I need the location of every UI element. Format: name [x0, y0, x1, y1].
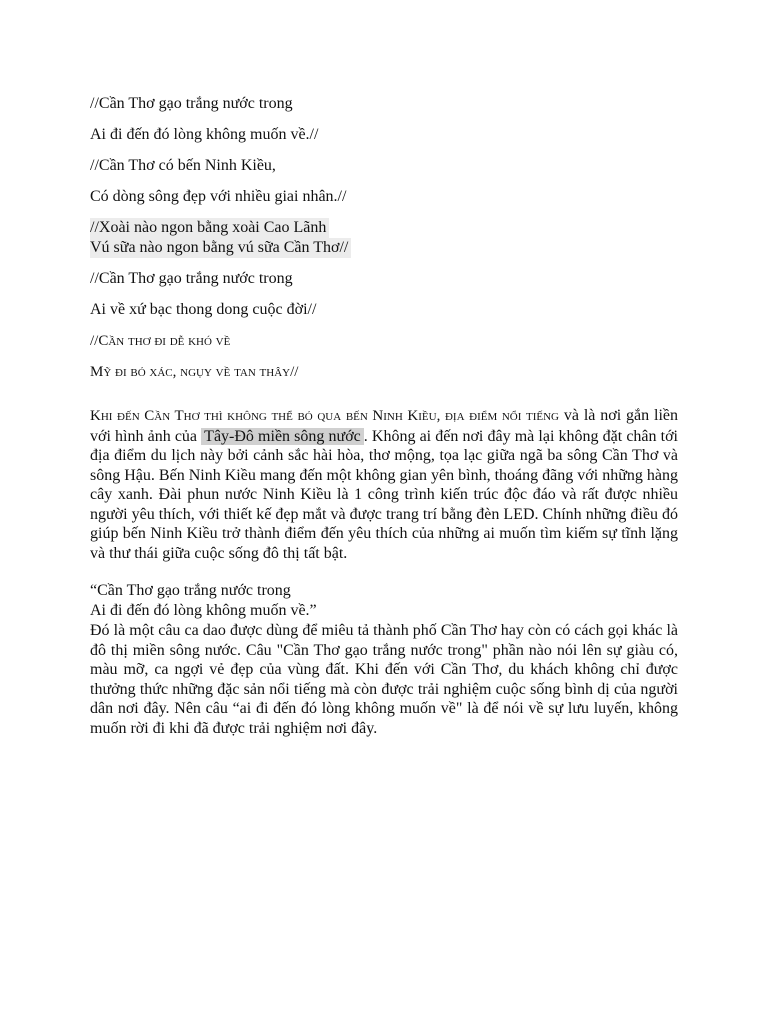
paragraph-ninh-kieu: [90, 406, 678, 563]
paragraph-text: và là nơi gắn liền với hình ảnh của: [90, 407, 678, 445]
poem-line-smallcaps: Mỹ đi bỏ xác, ngụy về tan thây//: [90, 364, 299, 380]
document-page: [90, 94, 678, 738]
poem-line: //Cần Thơ gạo trắng nước trong: [90, 270, 293, 287]
quote-line: “Cần Thơ gạo trắng nước trong: [90, 582, 291, 599]
poem-line: //Cần Thơ có bến Ninh Kiều,: [90, 157, 276, 174]
highlighted-stanza: [90, 218, 678, 258]
poem-line-smallcaps: //Cần thơ đi dễ khó về: [90, 333, 231, 349]
poem-line: Ai về xứ bạc thong dong cuộc đời//: [90, 301, 317, 318]
poem-line-highlighted: Vú sữa nào ngon bằng vú sữa Cần Thơ//: [90, 238, 351, 258]
paragraph-lead-smallcaps: Khi đến Cần Thơ thì không thể bỏ qua bến Ninh Kiều, địa điểm nổi tiếng: [90, 408, 560, 424]
poem-line-highlighted: //Xoài nào ngon bằng xoài Cao Lãnh: [90, 218, 329, 238]
paragraph-text: . Không ai đến nơi đây mà lại không đặt chân tới địa điểm du lịch này bởi cảnh sắc hài hòa, thơ mộng, tọa lạc giữa ngã ba sông Cần Thơ và sông Hậu. Bến Ninh Kiều mang đến một không gian yên bình, thoáng đãng với những hàng cây xanh. Đài phun nước Ninh Kiều là 1 công trình kiến trúc độc đáo và rất được nhiều người yêu thích, với thiết kế đẹp mắt và được trang trí bằng đèn LED. Chính những điều đó giúp bến Ninh Kiều trở thành điểm đến yêu thích của những ai muốn tìm kiếm sự tĩnh lặng và thư thái giữa cuộc sống đô thị tất bật.: [90, 427, 679, 562]
highlighted-phrase: Tây-Đô miền sông nước: [201, 428, 364, 445]
quote-line: Ai đi đến đó lòng không muốn về.”: [90, 602, 317, 619]
poem-line: Ai đi đến đó lòng không muốn về.//: [90, 126, 319, 143]
paragraph-explanation: Đó là một câu ca dao được dùng để miêu tả thành phố Cần Thơ hay còn có cách gọi khác là đô thị miền sông nước. Câu "Cần Thơ gạo trắng nước trong" phần nào nói lên sự giàu có, màu mỡ, ca ngợi vẻ đẹp của vùng đất. Khi đến với Cần Thơ, du khách không chỉ được thưởng thức những đặc sản nổi tiếng mà còn được trải nghiệm cuộc sống bình dị của người dân nơi đây. Nên câu “ai đi đến đó lòng không muốn về" là để nói về sự lưu luyến, không muốn rời đi khi đã được trải nghiệm nơi đây.: [90, 622, 678, 737]
poem-line: //Cần Thơ gạo trắng nước trong: [90, 95, 293, 112]
poem-line: Có dòng sông đẹp với nhiều giai nhân.//: [90, 188, 347, 205]
